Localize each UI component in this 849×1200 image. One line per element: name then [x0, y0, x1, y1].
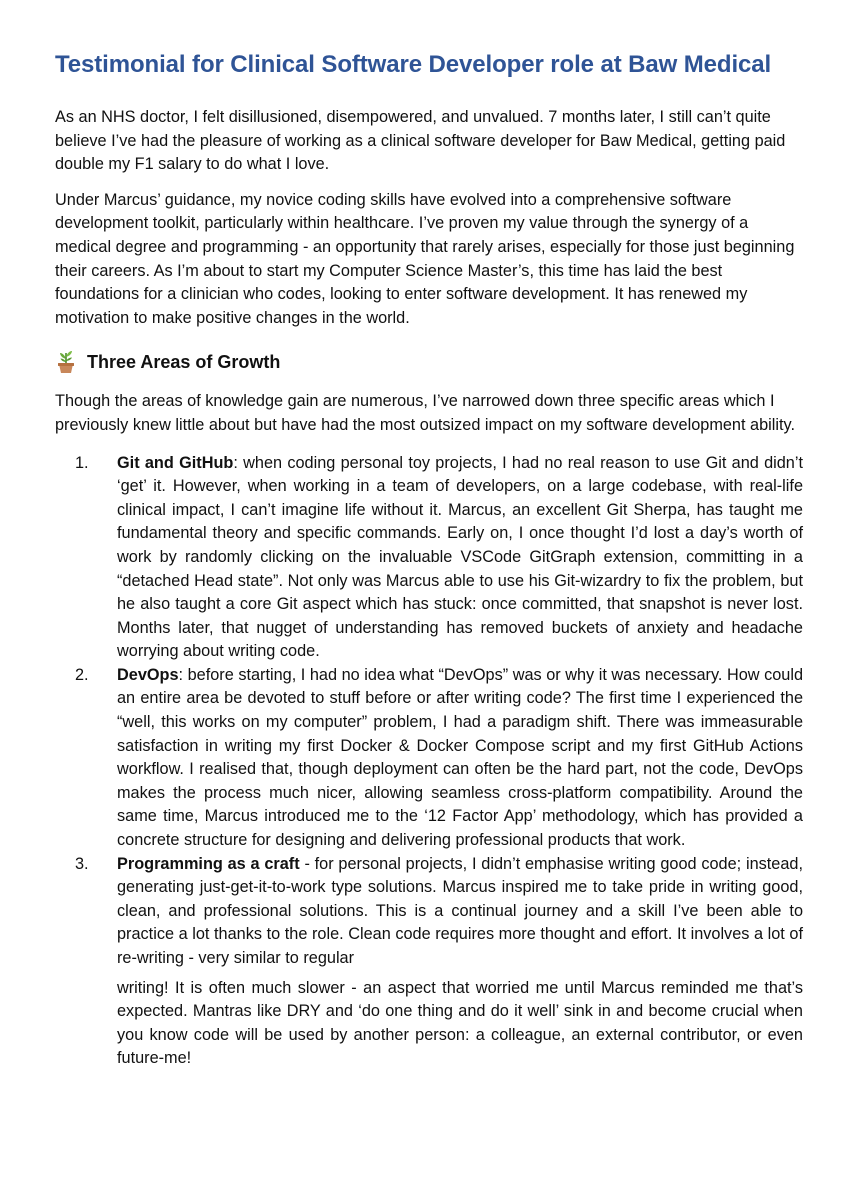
page-title: Testimonial for Clinical Software Developer role at Baw Medical: [55, 51, 772, 78]
list-number: 2.: [75, 665, 89, 684]
list-item-text: [117, 452, 803, 664]
list-item-body-continued: writing! It is often much slower - an aspect that worried me until Marcus reminded me that’s expected. Mantras like DRY and ‘do one thing and do it well’ sink in and become crucial when you know code will be used by another person: a colleague, an external contributor, or even future-me!: [117, 978, 803, 1068]
list-item-text: [117, 853, 803, 1071]
potted-plant-icon: [55, 350, 77, 374]
list-number: 1.: [75, 453, 89, 472]
intro-paragraph: Under Marcus’ guidance, my novice coding skills have evolved into a comprehensive software development toolkit, particularly within healthcare. I’ve proven my value through the synergy of a medical degree and programming - an opportunity that rarely arises, especially for those just beginning their careers. As I’m about to start my Computer Science Master’s, this time has laid the best foundations for a clinician who codes, looking to enter software development. It has renewed my motivation to make positive changes in the world.: [55, 190, 795, 327]
list-number: 3.: [75, 854, 89, 873]
list-item-term: Git and GitHub: [117, 453, 234, 472]
intro-paragraph: As an NHS doctor, I felt disillusioned, disempowered, and unvalued. 7 months later, I still can’t quite believe I’ve had the pleasure of working as a clinical software developer for Baw Medical, getting paid double my F1 salary to do what I love.: [55, 108, 786, 174]
list-item: [55, 452, 803, 664]
section-heading: [55, 350, 803, 374]
list-item: [55, 853, 803, 1071]
list-item-text: [117, 664, 803, 853]
list-item-term: DevOps: [117, 665, 179, 684]
section-heading-text: Three Areas of Growth: [87, 352, 281, 373]
growth-list: [55, 452, 803, 1071]
list-item-body: - for personal projects, I didn’t emphasise writing good code; instead, generating just-get-it-to-work type solutions. Marcus inspired me to take pride in writing good, clean, and professional solutions. This is a continual journey and a skill I’ve been able to practice a lot thanks to the role. Clean code requires more thought and effort. It involves a lot of re-writing - very similar to regular: [117, 854, 803, 967]
section-lead: Though the areas of knowledge gain are numerous, I’ve narrowed down three specific areas which I previously knew little about but have had the most outsized impact on my software development ability.: [55, 392, 795, 434]
list-item-term: Programming as a craft: [117, 854, 300, 873]
list-item: [55, 664, 803, 853]
list-item-body: : when coding personal toy projects, I had no real reason to use Git and didn’t ‘get’ it. However, when working in a team of developers, on a large codebase, with real-life clinical impact, I can’t imagine life without it. Marcus, an excellent Git Sherpa, has taught me fundamental theory and specific commands. Early on, I once thought I’d lost a day’s worth of work by randomly clicking on the invaluable VSCode GitGraph extension, committing in a “detached Head state”. Not only was Marcus able to use his Git-wizardry to fix the problem, but he also taught a core Git aspect which has stuck: once committed, that snapshot is never lost. Months later, that nugget of understanding has removed buckets of anxiety and headache worrying about writing code.: [117, 453, 803, 661]
list-item-body: : before starting, I had no idea what “DevOps” was or why it was necessary. How could an entire area be devoted to stuff before or after writing code? The first time I experienced the “well, this works on my computer” problem, I had a paradigm shift. There was immeasurable satisfaction in writing my first Docker & Docker Compose script and my first GitHub Actions workflow. I realised that, though deployment can often be the hard part, not the code, DevOps makes the process much nicer, allowing seamless cross-platform compatibility. Around the same time, Marcus introduced me to the ‘12 Factor App’ methodology, which has provided a concrete structure for designing and delivering professional products that work.: [117, 665, 803, 850]
